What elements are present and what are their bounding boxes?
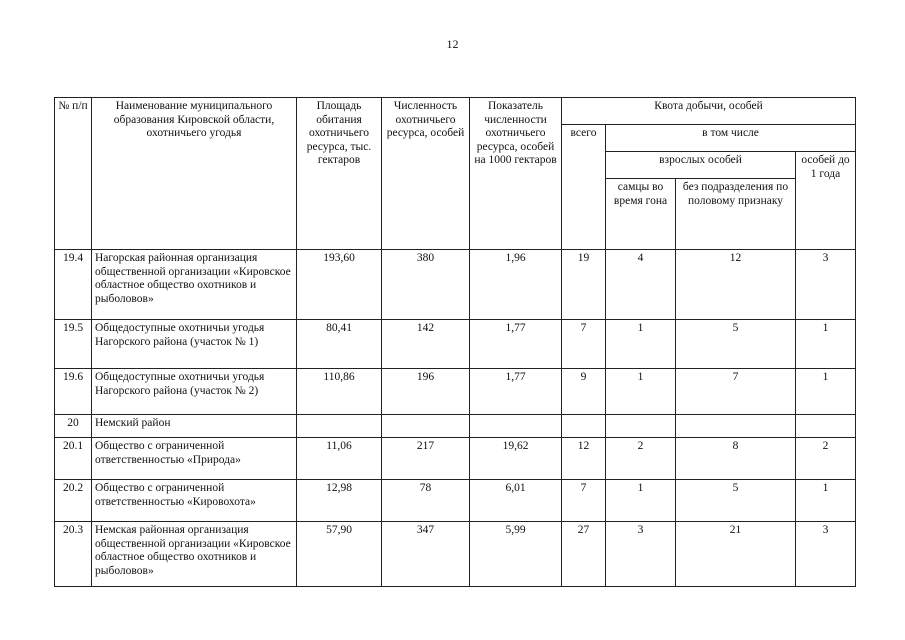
cell-num: 19.6 — [55, 369, 92, 415]
cell-density: 1,77 — [470, 320, 562, 369]
cell-total: 19 — [562, 250, 606, 320]
cell-young — [796, 415, 856, 438]
table-row — [55, 480, 856, 522]
cell-num: 20.3 — [55, 522, 92, 587]
cell-area: 193,60 — [297, 250, 382, 320]
cell-density: 1,96 — [470, 250, 562, 320]
header-males: самцы во время гона — [606, 179, 676, 250]
header-density: Показатель численности охотничьего ресурса, особей на 1000 гектаров — [470, 98, 562, 250]
cell-young: 1 — [796, 480, 856, 522]
cell-no-sex: 8 — [676, 438, 796, 480]
cell-density — [470, 415, 562, 438]
cell-density: 19,62 — [470, 438, 562, 480]
cell-males: 4 — [606, 250, 676, 320]
cell-count: 142 — [382, 320, 470, 369]
cell-num: 20.1 — [55, 438, 92, 480]
cell-count: 78 — [382, 480, 470, 522]
cell-area: 12,98 — [297, 480, 382, 522]
table-row — [55, 320, 856, 369]
cell-total — [562, 415, 606, 438]
cell-num: 19.4 — [55, 250, 92, 320]
cell-count: 347 — [382, 522, 470, 587]
cell-young: 1 — [796, 369, 856, 415]
header-no-sex: без подразделения по половому признаку — [676, 179, 796, 250]
table-row — [55, 522, 856, 587]
cell-no-sex: 5 — [676, 480, 796, 522]
cell-area: 110,86 — [297, 369, 382, 415]
cell-name: Общедоступные охотничьи угодья Нагорского района (участок № 1) — [92, 320, 297, 369]
cell-area: 11,06 — [297, 438, 382, 480]
cell-area: 57,90 — [297, 522, 382, 587]
cell-num: 20.2 — [55, 480, 92, 522]
cell-area: 80,41 — [297, 320, 382, 369]
header-young: особей до 1 года — [796, 152, 856, 250]
header-row — [55, 98, 856, 125]
table-row — [55, 415, 856, 438]
header-name: Наименование муниципального образования Кировской области, охотничьего угодья — [92, 98, 297, 250]
table-row — [55, 250, 856, 320]
cell-total: 12 — [562, 438, 606, 480]
cell-total: 27 — [562, 522, 606, 587]
quota-table — [54, 97, 856, 587]
cell-density: 5,99 — [470, 522, 562, 587]
cell-males — [606, 415, 676, 438]
header-adults: взрослых особей — [606, 152, 796, 179]
cell-no-sex: 21 — [676, 522, 796, 587]
header-area: Площадь обитания охотничьего ресурса, тыс. гектаров — [297, 98, 382, 250]
cell-no-sex: 7 — [676, 369, 796, 415]
cell-males: 1 — [606, 320, 676, 369]
cell-males: 1 — [606, 480, 676, 522]
cell-name: Общество с ограниченной ответственностью «Природа» — [92, 438, 297, 480]
cell-area — [297, 415, 382, 438]
cell-no-sex: 5 — [676, 320, 796, 369]
page-number: 12 — [446, 37, 459, 51]
cell-num: 19.5 — [55, 320, 92, 369]
header-num: № п/п — [55, 98, 92, 250]
cell-count: 217 — [382, 438, 470, 480]
cell-count: 380 — [382, 250, 470, 320]
cell-density: 6,01 — [470, 480, 562, 522]
cell-name: Общество с ограниченной ответственностью «Кировохота» — [92, 480, 297, 522]
cell-total: 7 — [562, 320, 606, 369]
header-count: Численность охотничьего ресурса, особей — [382, 98, 470, 250]
table-row — [55, 369, 856, 415]
cell-no-sex: 12 — [676, 250, 796, 320]
cell-males: 1 — [606, 369, 676, 415]
cell-name: Немская районная организация общественной организации «Кировское областное общество охотников и рыболовов» — [92, 522, 297, 587]
cell-count — [382, 415, 470, 438]
cell-males: 2 — [606, 438, 676, 480]
cell-young: 3 — [796, 522, 856, 587]
table-row — [55, 438, 856, 480]
cell-name: Нагорская районная организация общественной организации «Кировское областное общество охотников и рыболовов» — [92, 250, 297, 320]
cell-num: 20 — [55, 415, 92, 438]
cell-count: 196 — [382, 369, 470, 415]
cell-young: 2 — [796, 438, 856, 480]
header-including: в том числе — [606, 125, 856, 152]
cell-total: 9 — [562, 369, 606, 415]
header-total: всего — [562, 125, 606, 250]
cell-name: Общедоступные охотничьи угодья Нагорского района (участок № 2) — [92, 369, 297, 415]
cell-name: Немский район — [92, 415, 297, 438]
cell-density: 1,77 — [470, 369, 562, 415]
cell-no-sex — [676, 415, 796, 438]
cell-young: 1 — [796, 320, 856, 369]
cell-total: 7 — [562, 480, 606, 522]
header-quota: Квота добычи, особей — [562, 98, 856, 125]
cell-males: 3 — [606, 522, 676, 587]
cell-young: 3 — [796, 250, 856, 320]
